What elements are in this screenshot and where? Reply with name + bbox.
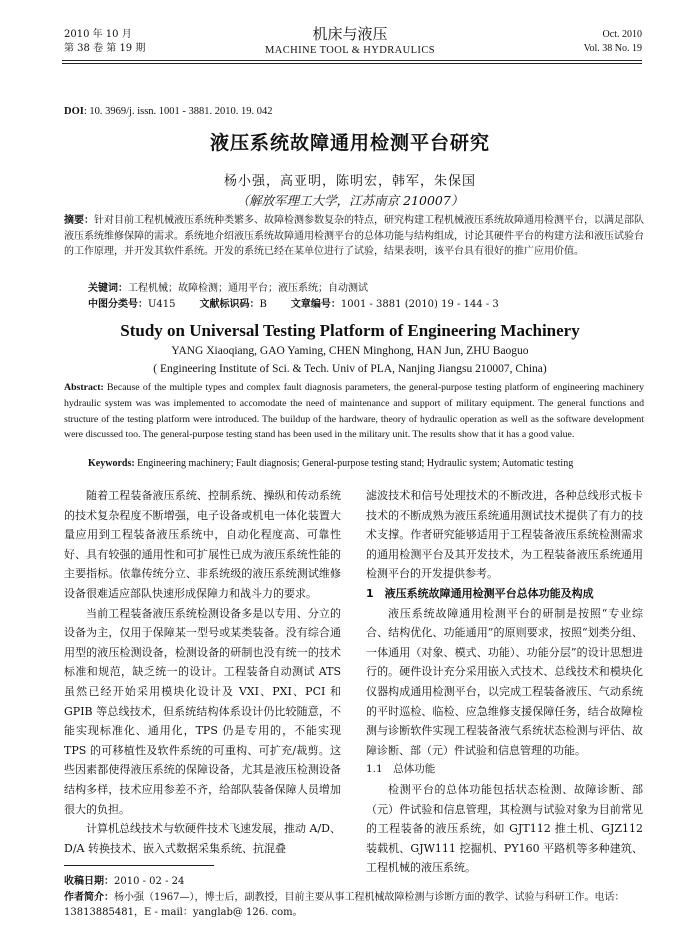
clc-value: U415 xyxy=(148,299,176,310)
authors-en: YANG Xiaoqiang, GAO Yaming, CHEN Minghong, HAN Jun, ZHU Baoguo xyxy=(171,345,529,357)
abstract-cn xyxy=(64,213,644,260)
footnote-received xyxy=(64,874,644,889)
body-paragraph: 计算机总线技术与软硬件技术飞速发展，推动 A/D、D/A 转换技术、嵌入式数据采集系统、抗混叠 xyxy=(64,822,341,855)
subsection-heading-1-1: 1.1 总体功能 xyxy=(366,763,436,776)
received-label: 收稿日期： xyxy=(64,876,114,887)
keywords-cn-text: 工程机械；故障检测；通用平台；液压系统；自动测试 xyxy=(128,283,368,294)
paper-title-cn: 液压系统故障通用检测平台研究 xyxy=(209,132,490,154)
issue-volume-en: Vol. 38 No. 19 xyxy=(583,43,642,54)
abstract-en-label: Abstract: xyxy=(64,382,104,393)
body-paragraph: 当前工程装备液压系统检测设备多是以专用、分立的设备为主，仅用于保障某一型号或某类装备。没有综合通用型的液压检测设备，检测设备的研制也没有统一的技术标准和规范，缺乏统一的设计。工程装备自动测试 ATS 虽然已经开始采用模块化设计及 VXI、PXI、PCI 和 GPIB 等总线技术，但系统结构体系设计仍比较随意，不能实现标准化、通用化，TPS 仍是专用的，不能实现 TPS 的可移植性及软件系统的可重构、可扩充/裁剪。这些因素都使得液压系统的保障设备，尤其是液压检测设备结构多样，技术应用参差不齐，给部队装备保障人员增加很大的负担。 xyxy=(64,606,341,816)
body-paragraph: 液压系统故障通用检测平台的研制是按照“专业综合、结构优化、功能通用”的原则要求，按照“划类分组、一体通用（对象、模式、功能）、功能分层”的设计思想进行的。硬件设计充分采用嵌入式技术、总线技术和模块化仪器构成通用检测平台，以完成工程装备液压、气动系统的平时巡检、临检、应急维修支援保障任务，结合故障检测与诊断软件实现工程装备液气系统状态检测与评估、故障诊断、部（元）件试验和信息管理的功能。 xyxy=(366,606,643,757)
keywords-en-text: Engineering machinery; Fault diagnosis; General-purpose testing stand; Hydraulic system; Automatic testing xyxy=(134,458,574,469)
footnote-rule xyxy=(64,865,214,866)
paper-title-en: Study on Universal Testing Platform of Engineering Machinery xyxy=(120,321,580,340)
issue-volume: 第 38 卷 第 19 期 xyxy=(64,43,146,54)
section-heading-1: 1 液压系统故障通用检测平台总体功能及构成 xyxy=(366,586,594,600)
body-paragraph: 检测平台的总体功能包括状态检测、故障诊断、部（元）件试验和信息管理，其检测与试验对象为目前常见的工程装备的液压系统，如 GJT112 推土机、GJZ112 装载机、GJW111 挖掘机、PY160 平路机等多种建筑、工程机械的液压系统。 xyxy=(366,782,643,875)
abstract-cn-text: 针对目前工程机械液压系统种类繁多、故障检测参数复杂的特点，研究构建工程机械液压系统故障通用检测平台，以满足部队液压系统维修保障的需求。系统地介绍液压系统故障通用检测平台的总体功能与结构组成，讨论其硬件平台的构建方法和液压试验台的工作原理，并开发其软件系统。开发的系统已经在某单位进行了试验，结果表明，该平台具有很好的推广应用价值。 xyxy=(64,215,644,257)
abstract-en-text: Because of the multiple types and complex fault diagnosis parameters, the general-purpose testing platform of engineering machinery hydraulic system was was implemented to accomodate the need of maintenance and support of military equipment. The general functions and structure of the testing platform were introduced. The buildup of the hardware, theory of hydraulic operation as well as the software development were discussed too. The general-purpose testing stand has been used in the military unit. The results show that it has a good value. xyxy=(64,382,644,441)
doi-line xyxy=(64,106,273,117)
journal-issue-en xyxy=(584,28,642,56)
abstract-cn-label: 摘要： xyxy=(64,215,94,226)
body-paragraph: 随着工程装备液压系统、控制系统、操纵和传动系统的技术复杂程度不断增强，电子设备或机电一体化装置大量应用到工程装备液压系统中，自动化程度高、可靠性好、具有较强的通用性和可扩展性已成为液压系统性能的主要指标。依靠传统分立、非系统级的液压系统测试维修设备很难适应部队快速形成保障力和战斗力的要求。 xyxy=(64,489,341,600)
authors-cn: 杨小强，高亚明，陈明宏，韩军，朱保国 xyxy=(223,174,476,189)
header-rule-top xyxy=(62,60,642,61)
doi-value: : 10. 3969/j. issn. 1001 - 3881. 2010. 19. 042 xyxy=(83,106,273,117)
clc-label: 中图分类号： xyxy=(88,299,148,310)
article-no-value: 1001 - 3881 (2010) 19 - 144 - 3 xyxy=(340,299,499,310)
article-no-label: 文章编号： xyxy=(290,299,341,310)
keywords-cn xyxy=(88,279,368,294)
body-paragraph: 滤波技术和信号处理技术的不断改进，各种总线形式板卡技术的不断成熟为液压系统通用测试技术提供了有力的技术支撑。作者研究能够适用于工程装备液压系统检测需求的通用检测平台及其开发技术，为工程装备液压系统通用检测平台的开发提供参考。 xyxy=(366,489,643,581)
body-column-left xyxy=(64,486,341,858)
doc-code-value: B xyxy=(259,299,267,310)
doc-code-label: 文献标识码： xyxy=(199,299,260,310)
classification-line xyxy=(88,295,499,310)
abstract-en xyxy=(64,380,644,443)
footnote-author xyxy=(64,890,644,920)
received-date: 2010 - 02 - 24 xyxy=(114,876,185,887)
keywords-en-label: Keywords: xyxy=(88,458,135,469)
journal-name-en: MACHINE TOOL & HYDRAULICS xyxy=(265,45,435,56)
issue-month-en: Oct. 2010 xyxy=(602,29,642,40)
author-bio-label: 作者简介： xyxy=(64,892,114,903)
header-rule-bottom xyxy=(62,63,642,64)
affiliation-cn: （解放军理工大学，江苏南京 210007） xyxy=(236,193,464,208)
keywords-en xyxy=(88,458,573,469)
body-column-right xyxy=(366,486,643,878)
author-bio: 杨小强（1967—），博士后，副教授，目前主要从事工程机械故障检测与诊断方面的教学、试验与科研工作。电话：13813885481，E - mail：yanglab@ 126. com。 xyxy=(64,892,625,918)
journal-name-cn: 机床与液压 xyxy=(312,25,388,43)
affiliation-en: ( Engineering Institute of Sci. & Tech. Univ of PLA, Nanjing Jiangsu 210007, China) xyxy=(153,363,547,375)
issue-month: 2010 年 10 月 xyxy=(64,29,132,40)
doi-label: DOI xyxy=(64,106,84,117)
keywords-cn-label: 关键词： xyxy=(88,283,128,294)
